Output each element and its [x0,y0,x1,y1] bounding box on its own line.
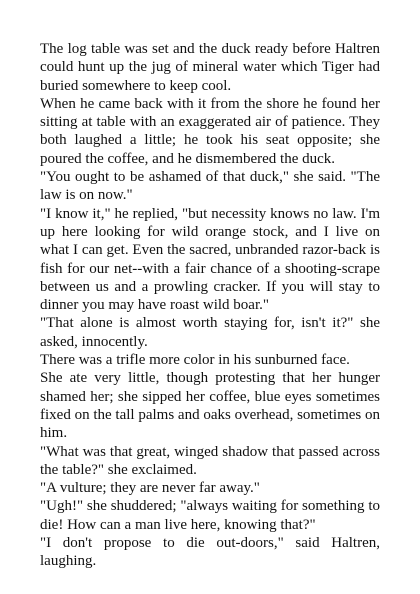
paragraph: She ate very little, though protesting that her hunger shamed her; she sipped her coffee, blue eyes sometimes fixed on the tall palms and oaks overhead, sometimes on him. [40,370,380,442]
paragraph: "I don't propose to die out-doors," said Haltren, laughing. [40,535,380,570]
paragraph: There was a trifle more color in his sunburned face. [40,352,350,369]
paragraph: "A vulture; they are never far away." [40,480,260,497]
page-body [40,40,380,571]
paragraph: "That alone is almost worth staying for, isn't it?" she asked, innocently. [40,315,380,350]
paragraph: "I know it," he replied, "but necessity knows no law. I'm up here looking for wild orange stock, and I live on what I can get. Even the sacred, unbranded razor-back is fish for our net--with a fair chance of a shooting-scrape between us and a prowling cracker. If you will stay to dinner you may have roast wild boar." [40,205,380,314]
paragraph: When he came back with it from the shore he found her sitting at table with an exaggerated air of patience. They both laughed a little; he took his seat opposite; she poured the coffee, and he dismembered the duck. [40,95,380,167]
paragraph: "What was that great, winged shadow that passed across the table?" she exclaimed. [40,443,380,478]
paragraph: "You ought to be ashamed of that duck," she said. "The law is on now." [40,169,380,204]
paragraph: "Ugh!" she shuddered; "always waiting for something to die! How can a man live here, knowing that?" [40,498,380,533]
paragraph: The log table was set and the duck ready before Haltren could hunt up the jug of mineral water which Tiger had buried somewhere to keep cool. [40,41,380,94]
